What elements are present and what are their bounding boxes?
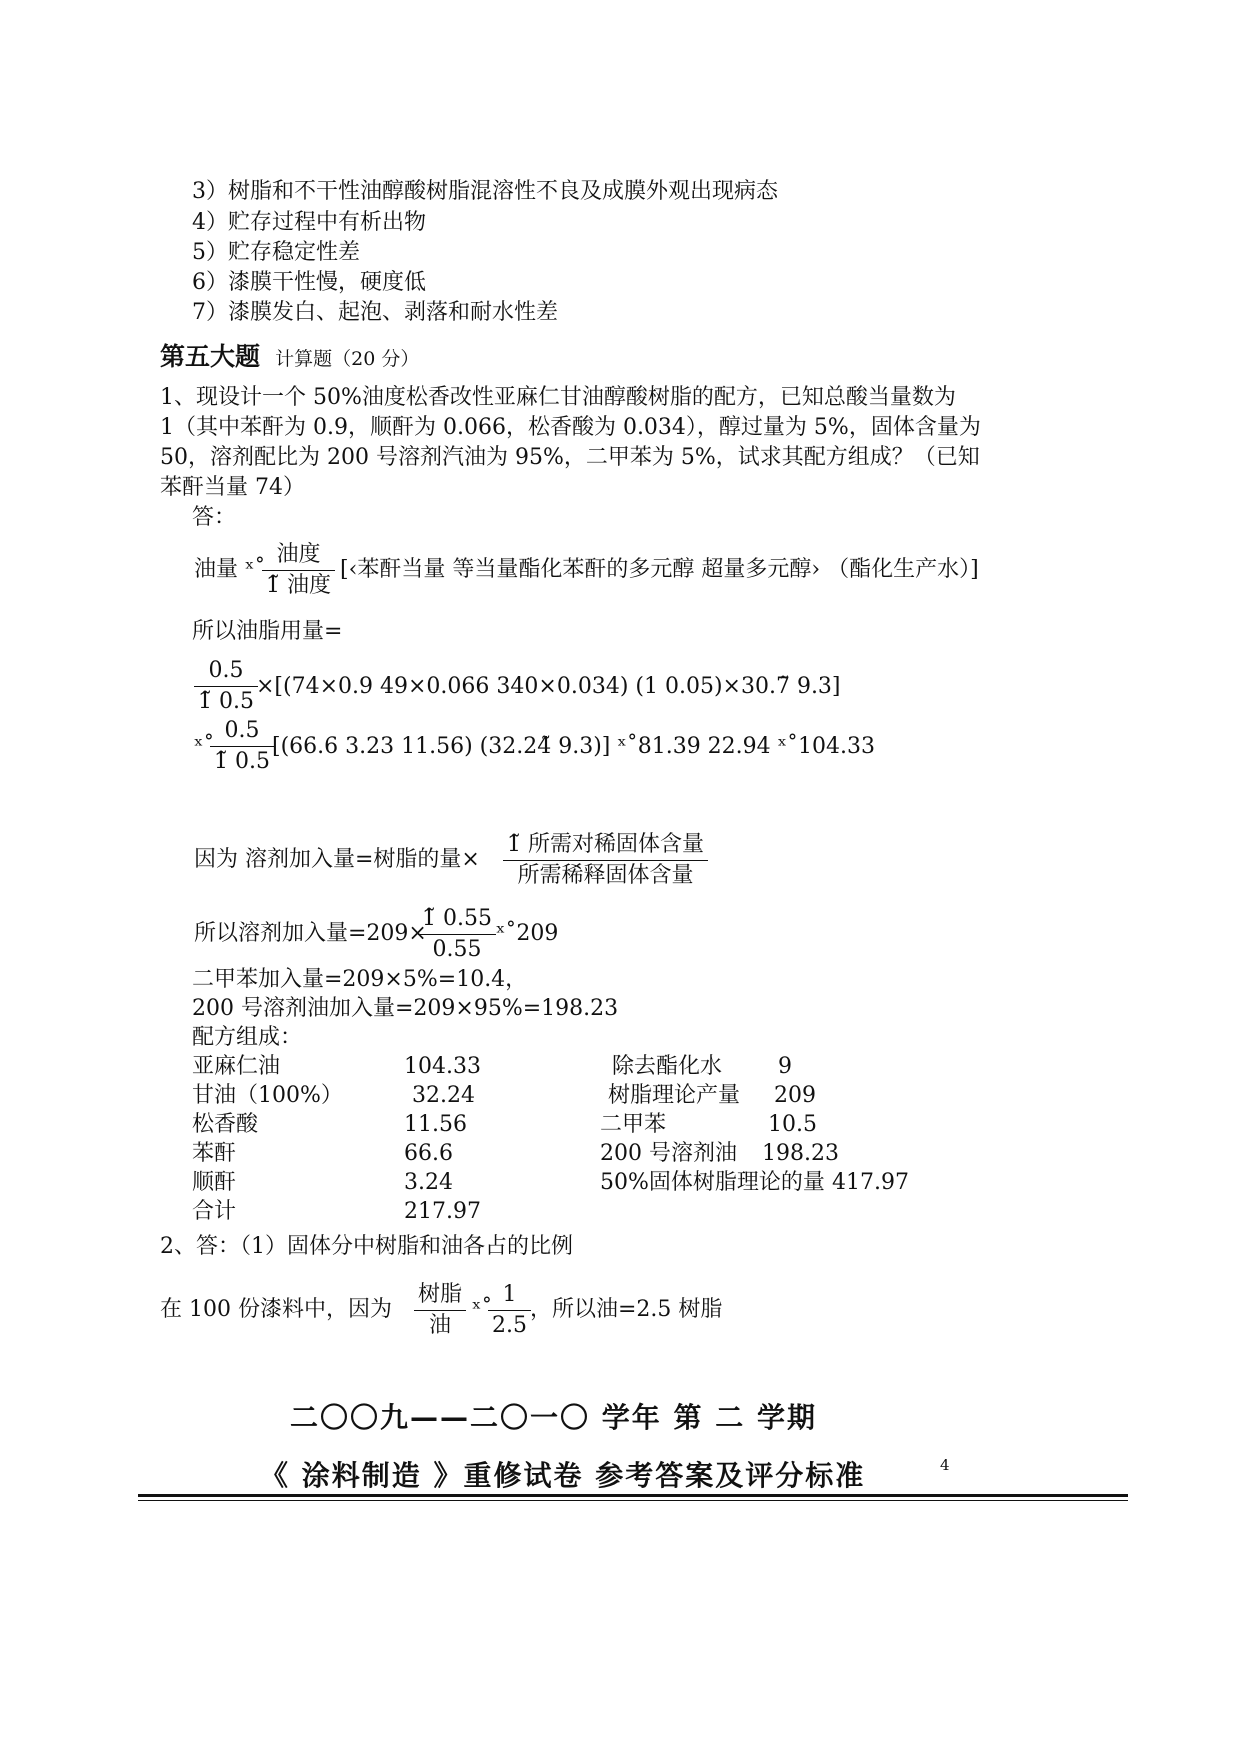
formula-oil-calc-fraction: 0.5 1̃ 0.5: [194, 656, 258, 717]
composition-name: 顺酐: [192, 1170, 237, 1195]
composition-value: 217.97: [404, 1199, 481, 1224]
formula-oil-calc-body: ×[(74×0.9 49×0.066 340×0.034) (1 0.05)×30.7̃ 9.3]: [256, 674, 841, 699]
fraction-numerator: 油度: [276, 542, 321, 567]
formula-solvent-calc-fraction: 1̃ 0.55 0.55: [418, 904, 496, 965]
xylene-line: 二甲苯加入量=209×5%=10.4，: [192, 967, 528, 992]
composition-value: 198.23: [762, 1141, 839, 1166]
formula-oil-fraction: [262, 540, 335, 601]
question-line: 1（其中苯酐为 0.9，顺酐为 0.066，松香酸为 0.034），醇过量为 5%，固体含量为: [160, 415, 981, 440]
composition-name: 苯酐: [192, 1141, 237, 1166]
formula-result-fraction: 0.5 1̃ 0.5: [210, 716, 274, 777]
section-heading: [160, 337, 419, 373]
page-number: 4: [940, 1456, 950, 1474]
formula-ratio-fraction-1: 树脂 油: [414, 1280, 466, 1341]
list-item: 7）漆膜发白、起泡、剥落和耐水性差: [192, 300, 558, 325]
question-line: 50，溶剂配比为 200 号溶剂汽油为 95%，二甲苯为 5%，试求其配方组成？（已知: [160, 445, 980, 470]
formula-oil-lhs: 油量 ˣ˚: [194, 557, 266, 582]
answer-label: 答：: [192, 505, 237, 530]
composition-value: 32.24: [412, 1083, 475, 1108]
formula-ratio-fraction-2: 1 2.5: [488, 1280, 531, 1341]
composition-name: 松香酸: [192, 1112, 259, 1137]
composition-name: 甘油（100%）: [192, 1083, 343, 1108]
composition-value: 9: [778, 1054, 792, 1079]
composition-value: 104.33: [404, 1054, 481, 1079]
composition-value: 11.56: [404, 1112, 467, 1137]
formula-solvent-calc-rhs: ˣ˚209: [496, 921, 559, 946]
question-line: 苯酐当量 74）: [160, 475, 305, 500]
section-subtitle: 计算题（20 分）: [275, 348, 420, 370]
footer-academic-year: 二〇〇九——二〇一〇 学年 第 二 学期: [290, 1401, 817, 1434]
formula-result-body: [(66.6 3.23 11.56) (32.24̃ 9.3)] ˣ˚81.39 22.94 ˣ˚104.33: [272, 734, 875, 759]
composition-name: 50%固体树脂理论的量: [600, 1170, 825, 1195]
composition-name: 亚麻仁油: [192, 1054, 281, 1079]
fraction-denominator: 1̃ 油度: [266, 573, 331, 598]
formula-solvent-fraction: 1̃ 所需对稀固体含量 所需稀释固体含量: [503, 830, 708, 891]
solvent-line: 200 号溶剂油加入量=209×95%=198.23: [192, 996, 619, 1021]
composition-name: 合计: [192, 1199, 237, 1224]
formula-ratio-lhs: 在 100 份漆料中，因为: [160, 1297, 392, 1322]
list-item: 4）贮存过程中有析出物: [192, 210, 426, 235]
composition-name: 二甲苯: [600, 1112, 667, 1137]
question-line: 1、现设计一个 50%油度松香改性亚麻仁甘油醇酸树脂的配方，已知总酸当量数为: [160, 385, 956, 410]
question-line: 2、答：（1）固体分中树脂和油各占的比例: [160, 1234, 573, 1259]
list-item: 5）贮存稳定性差: [192, 240, 360, 265]
list-item: 3）树脂和不干性油醇酸树脂混溶性不良及成膜外观出现病态: [192, 179, 778, 204]
footer-divider: [138, 1494, 1128, 1497]
list-item: 6）漆膜干性慢，硬度低: [192, 270, 426, 295]
composition-value: 66.6: [404, 1141, 453, 1166]
formula-ratio-rhs: ，所以油=2.5 树脂: [530, 1297, 723, 1322]
composition-name: 200 号溶剂油: [600, 1141, 737, 1166]
section-title: 第五大题: [160, 342, 261, 371]
composition-value: 10.5: [768, 1112, 817, 1137]
footer-exam-title: 《 涂料制造 》重修试卷 参考答案及评分标准: [260, 1459, 866, 1492]
composition-name: 树脂理论产量: [608, 1083, 741, 1108]
formula-solvent-calc-lhs: 所以溶剂加入量=209×: [194, 921, 427, 946]
composition-value: 417.97: [832, 1170, 909, 1195]
formula-ratio-mid: ˣ˚: [472, 1297, 493, 1322]
formula-solvent-lhs: 因为 溶剂加入量=树脂的量×: [194, 847, 480, 872]
composition-label: 配方组成：: [192, 1025, 303, 1050]
formula-result-lhs: ˣ˚: [194, 734, 215, 759]
composition-value: 209: [774, 1083, 816, 1108]
footer-divider-thin: [138, 1500, 1128, 1501]
oil-usage-label: 所以油脂用量=: [192, 619, 343, 644]
composition-name: 除去酯化水: [612, 1054, 723, 1079]
composition-value: 3.24: [404, 1170, 453, 1195]
formula-oil-body: [‹苯酐当量 等当量酯化苯酐的多元醇 超量多元醇› （酯化生产水）]: [340, 557, 979, 582]
